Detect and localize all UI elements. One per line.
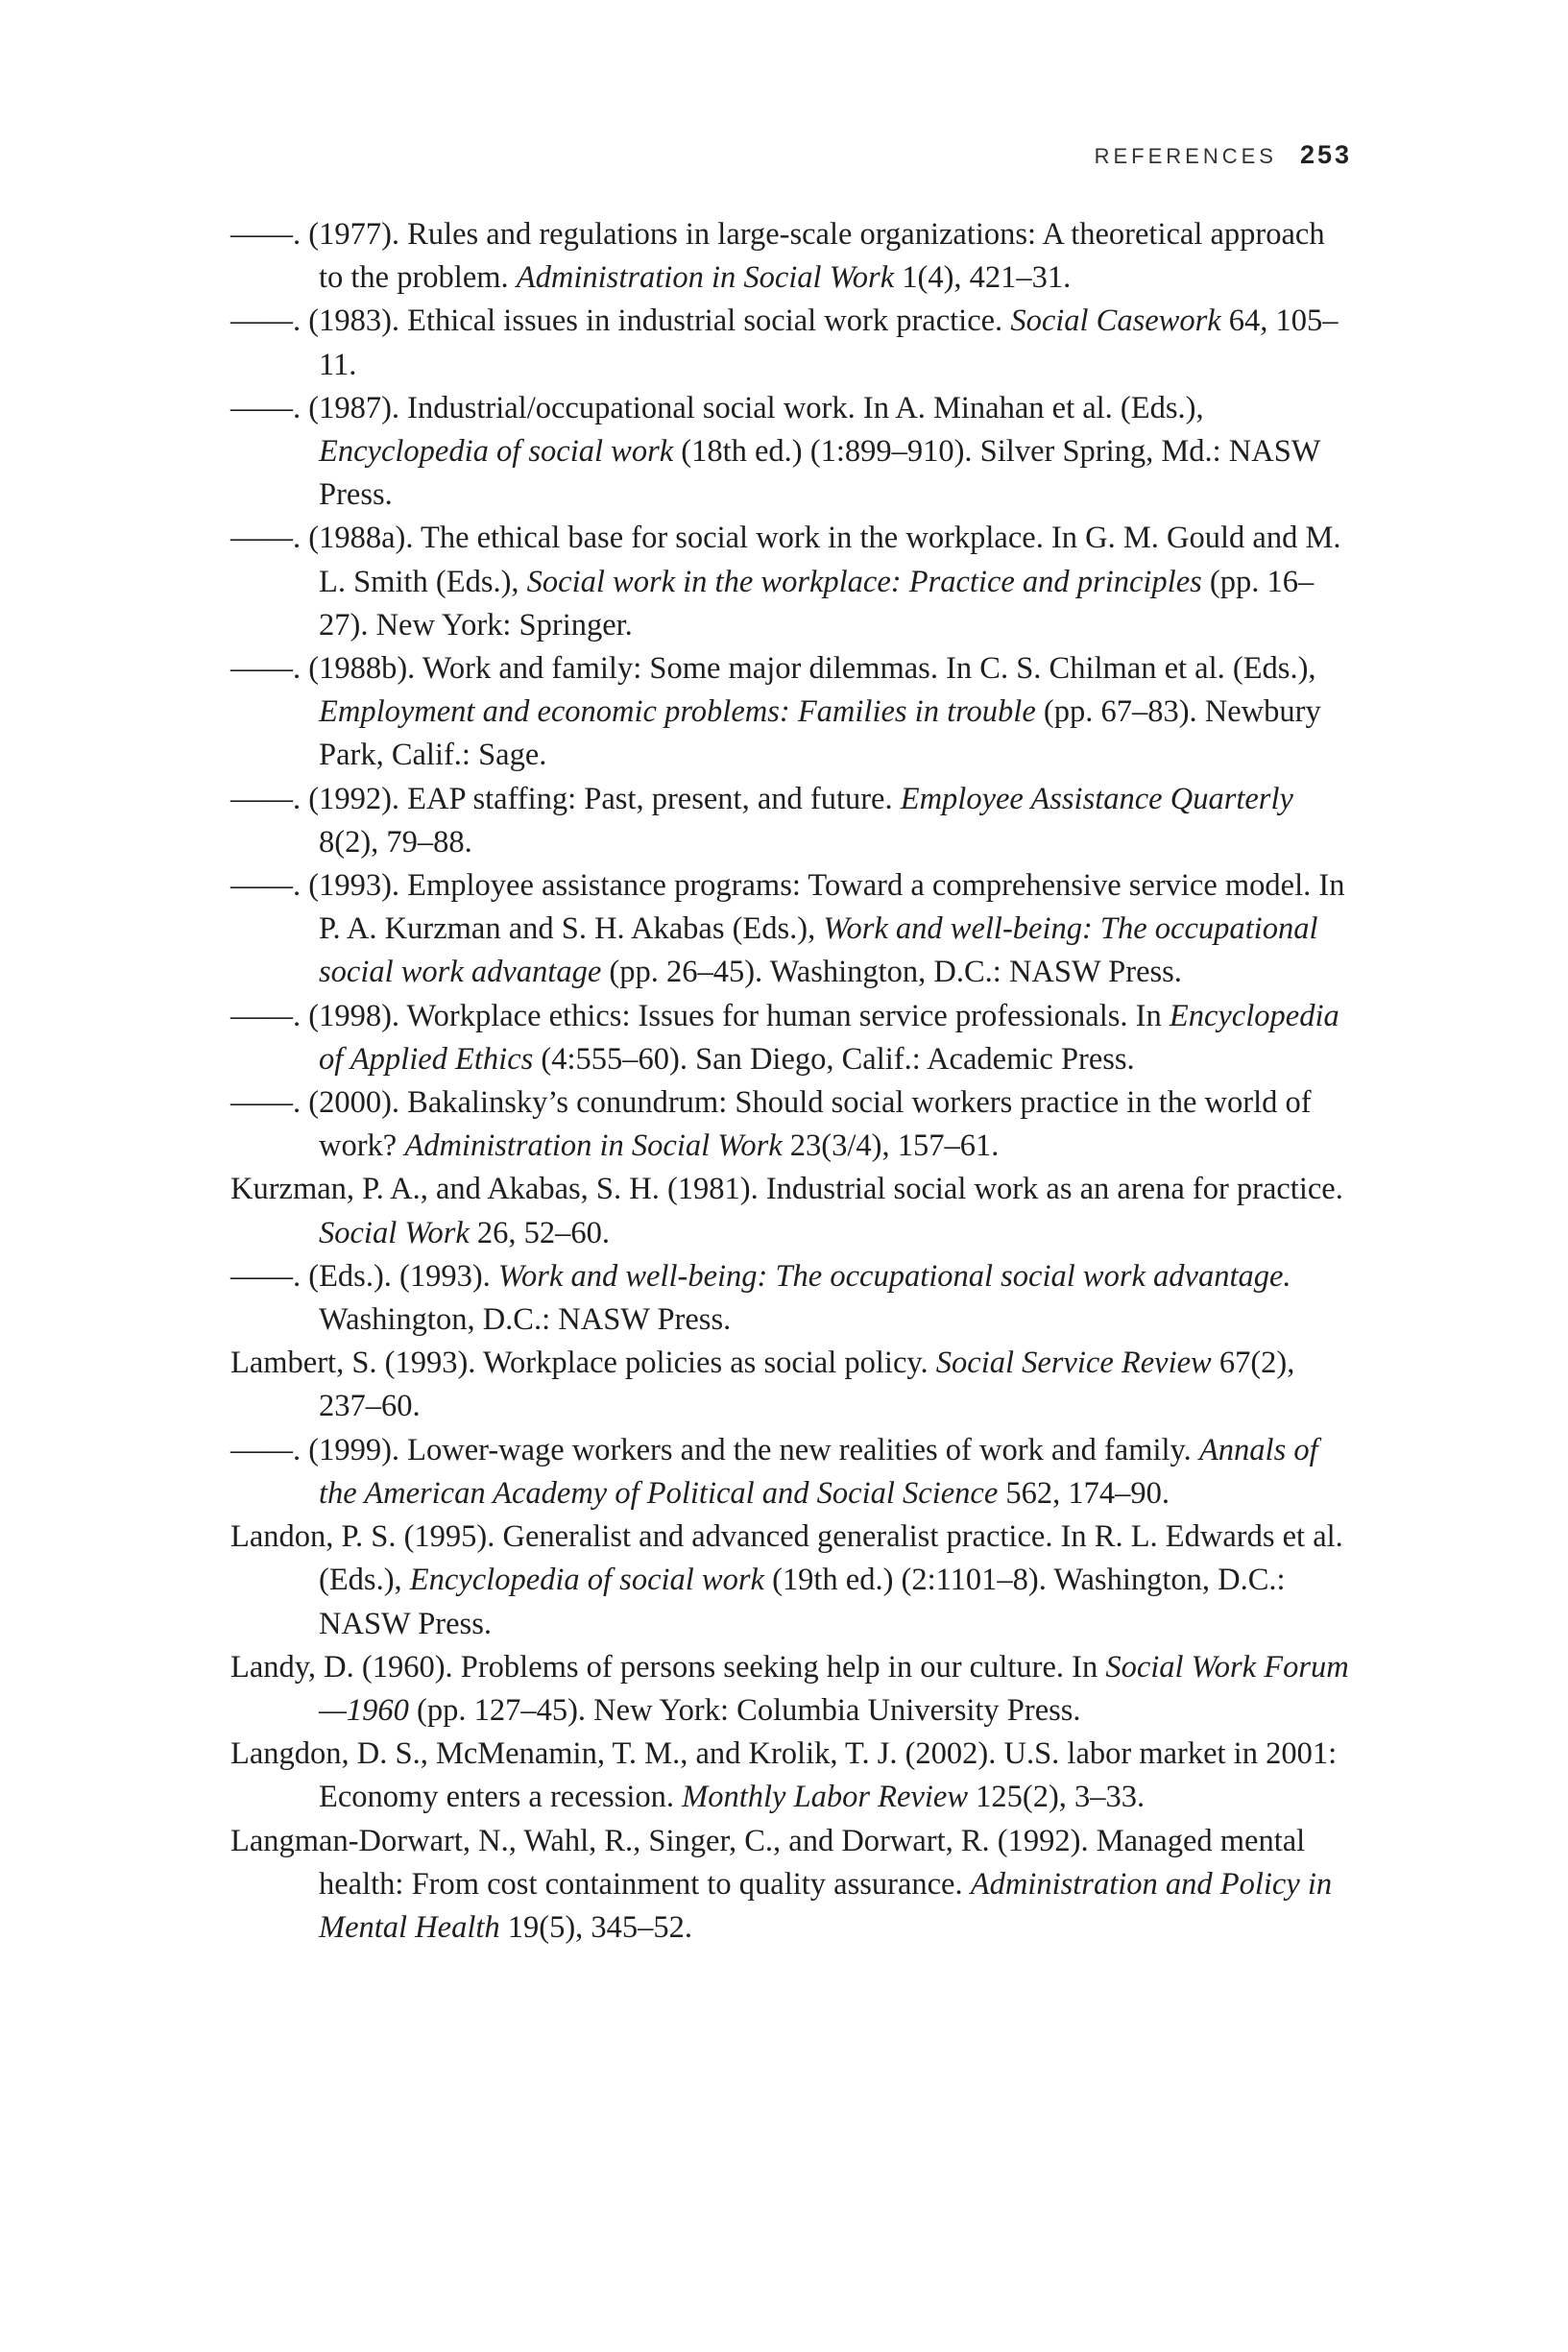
reference-entry xyxy=(230,517,1354,647)
reference-text: (4:555–60). San Diego, Calif.: Academic Press. xyxy=(533,1041,1135,1077)
reference-text: ——. (2000). Bakalinsky’s conundrum: Should social workers practice in the world of work? xyxy=(230,1085,1312,1164)
reference-entry xyxy=(230,1255,1354,1342)
reference-entry xyxy=(230,864,1354,995)
reference-text: ——. (1977). Rules and regulations in large-scale organizations: A theoretical approach to the problem. xyxy=(230,217,1325,296)
reference-entry xyxy=(230,1646,1354,1733)
page-number: 253 xyxy=(1299,140,1352,169)
reference-text: (19th ed.) (2:1101–8). Washington, D.C.: NASW Press. xyxy=(319,1563,1286,1641)
reference-title: Employee Assistance Quarterly xyxy=(900,781,1293,816)
reference-title: Employment and economic problems: Families in trouble xyxy=(319,694,1036,730)
reference-text: (pp. 67–83). Newbury Park, Calif.: Sage. xyxy=(319,694,1321,773)
reference-text: (pp. 26–45). Washington, D.C.: NASW Press. xyxy=(601,955,1182,990)
reference-entry xyxy=(230,1429,1354,1515)
reference-text: Langdon, D. S., McMenamin, T. M., and Krolik, T. J. (2002). U.S. labor market in 2001: Economy enters a recession. xyxy=(230,1736,1338,1815)
reference-title: Social Work xyxy=(319,1215,470,1250)
reference-text: ——. (1992). EAP staffing: Past, present, and future. xyxy=(230,781,901,816)
reference-text: Landy, D. (1960). Problems of persons seeking help in our culture. In xyxy=(230,1649,1106,1685)
reference-title: Annals of the American Academy of Political and Social Science xyxy=(319,1432,1318,1511)
reference-title: Work and well-being: The occupational social work advantage. xyxy=(497,1258,1291,1294)
reference-entry xyxy=(230,1081,1354,1168)
reference-entry xyxy=(230,1168,1354,1254)
reference-text: (pp. 16–27). New York: Springer. xyxy=(319,564,1315,643)
reference-entry xyxy=(230,1820,1354,1951)
reference-entry xyxy=(230,778,1354,864)
reference-text: 1(4), 421–31. xyxy=(894,260,1072,296)
reference-text: Langman-Dorwart, N., Wahl, R., Singer, C., and Dorwart, R. (1992). Managed mental health: From cost containment to quality assurance. xyxy=(230,1823,1306,1902)
reference-entry xyxy=(230,387,1354,518)
reference-title: Monthly Labor Review xyxy=(682,1780,969,1815)
reference-text: ——. (1987). Industrial/occupational social work. In A. Minahan et al. (Eds.), xyxy=(230,390,1204,425)
reference-title: Social Casework xyxy=(1010,303,1221,339)
running-head xyxy=(1095,140,1352,170)
reference-title: Encyclopedia of social work xyxy=(319,434,674,470)
reference-text: ——. (1998). Workplace ethics: Issues for human service professionals. In xyxy=(230,998,1170,1033)
reference-text: Landon, P. S. (1995). Generalist and advanced generalist practice. In R. L. Edwards et al. (Eds.), xyxy=(230,1519,1343,1598)
reference-text: Lambert, S. (1993). Workplace policies as social policy. xyxy=(230,1346,936,1381)
reference-text: Kurzman, P. A., and Akabas, S. H. (1981). Industrial social work as an arena for practice. xyxy=(230,1172,1343,1207)
reference-title: Administration in Social Work xyxy=(516,260,895,296)
running-head-section: REFERENCES xyxy=(1094,144,1277,168)
reference-text: 23(3/4), 157–61. xyxy=(782,1128,1000,1164)
reference-text: ——. (1988b). Work and family: Some major dilemmas. In C. S. Chilman et al. (Eds.), xyxy=(230,651,1316,687)
reference-text: 19(5), 345–52. xyxy=(499,1909,693,1945)
reference-text: 562, 174–90. xyxy=(998,1475,1170,1511)
reference-entry xyxy=(230,1733,1354,1819)
reference-title: Encyclopedia of social work xyxy=(409,1563,764,1598)
reference-entry xyxy=(230,300,1354,386)
reference-list xyxy=(230,213,1354,1950)
reference-text: ——. (1988a). The ethical base for social work in the workplace. In G. M. Gould and M. L. Smith (Eds.), xyxy=(230,521,1341,599)
reference-text: ——. (Eds.). (1993). xyxy=(230,1258,498,1294)
reference-text: 64, 105–11. xyxy=(319,303,1339,382)
reference-entry xyxy=(230,1515,1354,1646)
reference-entry xyxy=(230,1342,1354,1428)
reference-title: Social Work Forum—1960 xyxy=(319,1649,1349,1728)
reference-entry xyxy=(230,213,1354,300)
reference-title: Social work in the workplace: Practice and principles xyxy=(526,564,1202,599)
reference-text: (pp. 127–45). New York: Columbia University Press. xyxy=(408,1692,1081,1728)
reference-entry xyxy=(230,647,1354,778)
reference-entry xyxy=(230,995,1354,1081)
reference-text: ——. (1983). Ethical issues in industrial social work practice. xyxy=(230,303,1011,339)
reference-title: Administration in Social Work xyxy=(404,1128,783,1164)
reference-text: 67(2), 237–60. xyxy=(319,1346,1295,1424)
reference-text: ——. (1999). Lower-wage workers and the new realities of work and family. xyxy=(230,1432,1199,1467)
reference-title: Administration and Policy in Mental Health xyxy=(319,1866,1333,1945)
reference-title: Social Service Review xyxy=(935,1346,1212,1381)
reference-title: Encyclopedia of Applied Ethics xyxy=(319,998,1339,1077)
reference-text: 125(2), 3–33. xyxy=(968,1780,1146,1815)
reference-title: Work and well-being: The occupational social work advantage xyxy=(319,911,1318,990)
reference-text: (18th ed.) (1:899–910). Silver Spring, Md.: NASW Press. xyxy=(319,434,1320,513)
reference-text: ——. (1993). Employee assistance programs: Toward a comprehensive service model. In P. A. Kurzman and S. H. Akabas (Eds.), xyxy=(230,868,1345,947)
reference-text: 8(2), 79–88. xyxy=(319,824,472,860)
reference-text: 26, 52–60. xyxy=(469,1215,611,1250)
reference-text: Washington, D.C.: NASW Press. xyxy=(319,1302,732,1338)
